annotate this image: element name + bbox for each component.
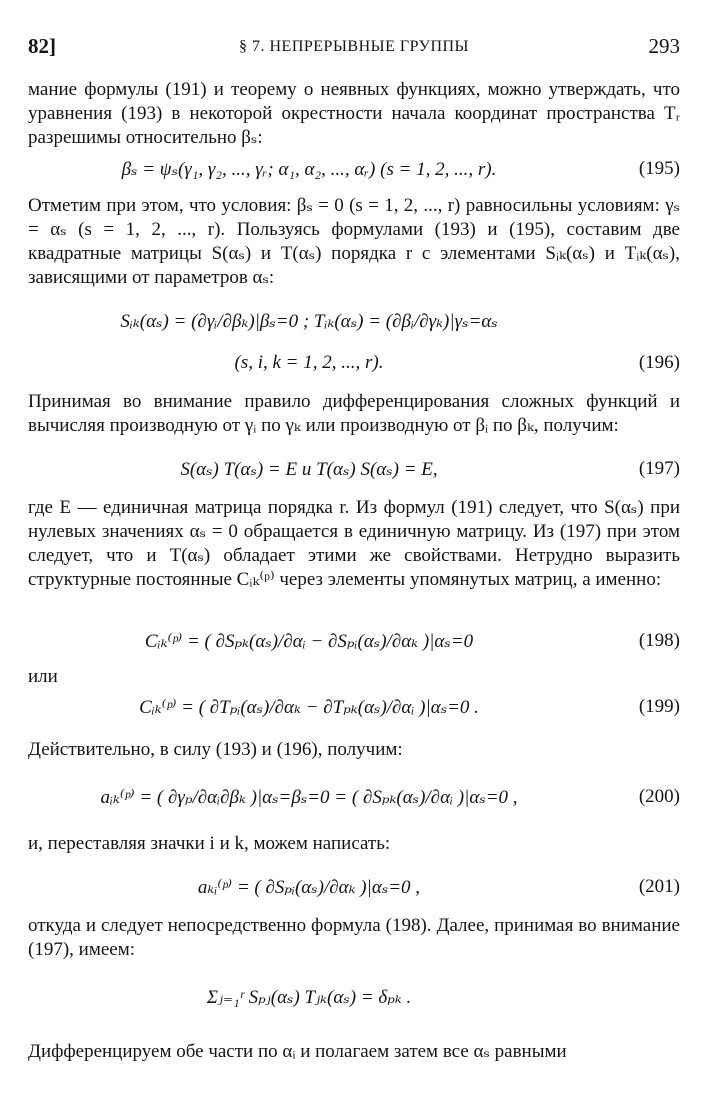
equation-196-line1 [28, 296, 680, 344]
equation-body: S(αₛ) T(αₛ) = E и T(αₛ) S(αₛ) = E, [180, 459, 438, 480]
equation-199 [28, 682, 680, 734]
equation-200 [28, 772, 680, 824]
equation-body: aᵢₖ⁽ᵖ⁾ = ( ∂γₚ/∂αᵢ∂βₖ )|αₛ=βₛ=0 = ( ∂Sₚₖ(αₛ)/∂αᵢ )|αₛ=0 , [100, 787, 518, 808]
paragraph-2: Отметим при этом, что условия: βₛ = 0 (s = 1, 2, ..., r) равносильны условиям: γₛ = αₛ (s = 1, 2, ..., r). Пользуясь формулами (193) и (195), составим две квадратные матрицы S(αₛ) и T(αₛ) порядка r с элементами Sᵢₖ(αₛ) и Tᵢₖ(αₛ), зависящими от параметров αₛ: [28, 195, 680, 288]
equation-number: (201) [638, 876, 680, 897]
equation-number: (199) [638, 696, 680, 717]
equation-body: Σⱼ₌₁ʳ Sₚⱼ(αₛ) Tⱼₖ(αₛ) = δₚₖ . [206, 987, 412, 1008]
equation-198 [28, 616, 680, 668]
paragraph-ref: 82] [28, 34, 56, 58]
equation-number: (197) [638, 458, 680, 479]
section-title: § 7. НЕПРЕРЫВНЫЕ ГРУППЫ [239, 38, 469, 55]
running-header [28, 34, 680, 60]
paragraph-3: Принимая во внимание правило дифференцирования сложных функций и вычисляя производную от γᵢ по γₖ или производную от βᵢ по βₖ, получим: [28, 391, 680, 436]
paragraph-6: и, переставляя значки i и k, можем написать: [28, 833, 391, 854]
word-or: или [28, 666, 58, 687]
equation-body: βₛ = ψₛ(γ₁, γ₂, ..., γᵣ; α₁, α₂, ..., αᵣ) (s = 1, 2, ..., r). [121, 159, 497, 180]
equation-number: (200) [638, 786, 680, 807]
page-number: 293 [648, 34, 680, 58]
equation-body: Cᵢₖ⁽ᵖ⁾ = ( ∂Sₚₖ(αₛ)/∂αᵢ − ∂Sₚᵢ(αₛ)/∂αₖ )|αₛ=0 [144, 631, 474, 652]
paragraph-5: Действительно, в силу (193) и (196), получим: [28, 739, 403, 760]
paragraph-4: где E — единичная матрица порядка r. Из формул (191) следует, что S(αₛ) при нулевых значениях αₛ = 0 обращается в единичную матрицу. Из (197) при этом следует, что и T(αₛ) обладает этими же свойствами. Нетрудно выразить структурные постоянные Cᵢₖ⁽ᵖ⁾ через элементы упомянутых матриц, а именно: [28, 497, 680, 590]
equation-body: aₖᵢ⁽ᵖ⁾ = ( ∂Sₚᵢ(αₛ)/∂αₖ )|αₛ=0 , [197, 877, 421, 898]
equation-sum [28, 972, 680, 1034]
equation-body: (s, i, k = 1, 2, ..., r). [234, 352, 384, 373]
paragraph-7: откуда и следует непосредственно формула (198). Далее, принимая во внимание (197), имеем: [28, 915, 680, 960]
equation-197 [28, 452, 680, 492]
equation-201 [28, 862, 680, 914]
equation-number: (198) [638, 630, 680, 651]
equation-body: Sᵢₖ(αₛ) = (∂γᵢ/∂βₖ)|βₛ=0 ; Tᵢₖ(αₛ) = (∂βᵢ/∂γₖ)|γₛ=αₛ [120, 311, 498, 332]
equation-195 [28, 152, 680, 192]
equation-number: (196) [638, 352, 680, 373]
paragraph-8: Дифференцируем обе части по αᵢ и полагаем затем все αₛ равными [28, 1041, 567, 1062]
equation-number: (195) [638, 158, 680, 179]
paragraph-1: мание формулы (191) и теорему о неявных функциях, можно утверждать, что уравнения (193) в некоторой окрестности начала координат пространства Tᵣ разрешимы относительно βₛ: [28, 79, 680, 148]
equation-body: Cᵢₖ⁽ᵖ⁾ = ( ∂Tₚᵢ(αₛ)/∂αₖ − ∂Tₚₖ(αₛ)/∂αᵢ )|αₛ=0 . [139, 697, 479, 718]
equation-196-line2 [28, 346, 680, 386]
